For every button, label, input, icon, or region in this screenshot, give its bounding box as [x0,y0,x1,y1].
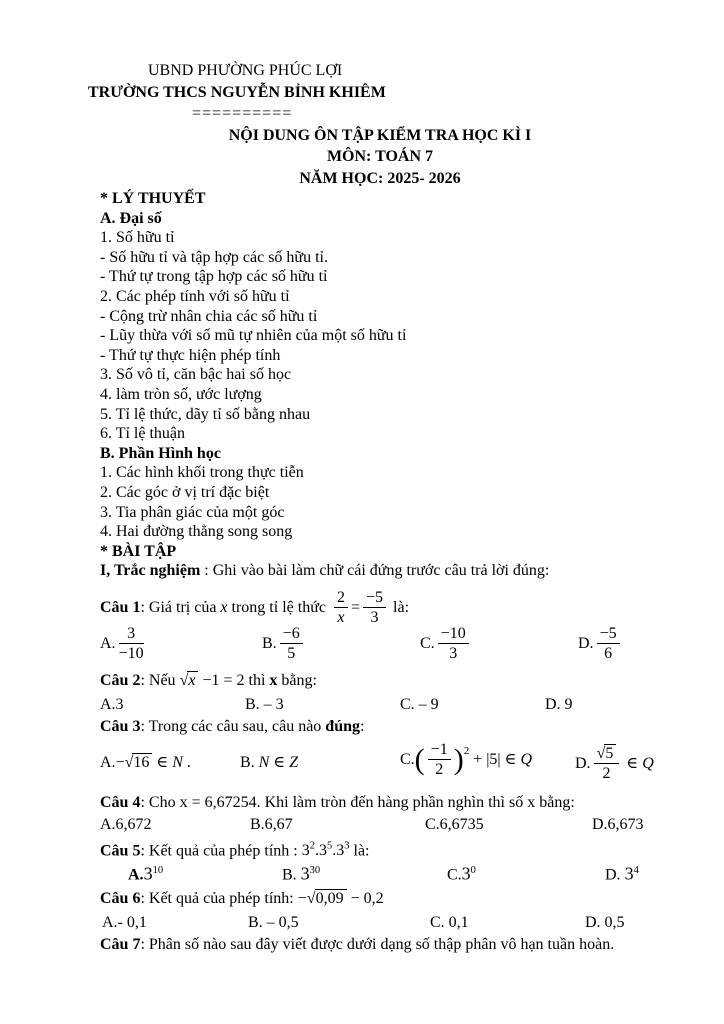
school-name: TRƯỜNG THCS NGUYỄN BỈNH KHIÊM [88,83,386,101]
theory-item: 6. Tỉ lệ thuận [100,425,186,443]
option-b: B.6,67 [250,815,293,833]
question-label: Câu 1 [100,598,141,616]
theory-item: 1. Các hình khối trong thực tiễn [100,464,304,482]
fraction: $\frac{-6}{5}$ [280,625,303,663]
fraction: $\frac{√5}{2}$ [594,745,620,783]
option-c: C.( $\frac{-1}{2}$ )$^2$ + |5| ∈ Q [400,740,533,779]
theory-item: 3. Tia phân giác của một góc [100,503,285,521]
option-d: D. $3^4$ [605,863,639,884]
question-text: : Cho x = 6,67254. Khi làm tròn đến hàng phần nghìn thì số x bằng: [140,793,575,811]
question-2-options [100,695,720,717]
sqrt-symbol: √x [180,671,199,689]
option-c: C. $\frac{-10}{3}$ [420,625,472,663]
option-a: A.- 0,1 [102,913,147,931]
title-block [100,125,660,190]
exponent: 30 [309,864,321,876]
question-text: −1 = 2 thì [198,671,270,689]
question-text: là: [349,842,370,860]
question-1-options [100,625,720,671]
theory-heading: * LÝ THUYẾT [100,190,206,207]
option-a: A.6,672 [100,815,152,833]
option-a: $A.3^{10}$ [128,863,164,884]
sqrt-symbol: √0,09 [307,889,347,907]
option-a: A. $\frac{3}{-10}$ [100,624,144,663]
question-text: : Nếu [140,671,180,689]
option-b: B. – 3 [245,695,284,713]
option-d: D. $\frac{√5}{2}$ ∈ Q [575,744,654,783]
fraction: $\frac{2}{x}$ [334,589,348,627]
fraction: $\frac{-10}{3}$ [438,625,469,663]
question-text: − 0,2 [346,889,384,907]
question-5-options [100,861,720,889]
doc-subject: MÔN: TOÁN 7 [326,148,434,165]
theory-item: 3. Số vô tỉ, căn bậc hai số học [100,366,292,384]
question-5 [100,837,720,861]
option-c: C. – 9 [400,695,439,713]
theory-item: - Số hữu tỉ và tập hợp các số hữu tỉ. [100,248,328,266]
document-header [88,60,720,189]
question-label: Câu 7 [100,935,141,953]
theory-item: - Thứ tự trong tập hợp các số hữu tỉ [100,268,328,286]
question-text: : Phân số nào sau đây viết được dưới dạng số thập phân vô hạn tuần hoàn. [140,935,615,953]
mc-instruction: : Ghi vào bài làm chữ cái đứng trước câu trả lời đúng: [200,562,550,580]
fraction: $\frac{-1}{2}$ [428,741,451,779]
question-2 [100,671,720,695]
question-text: : Giá trị của [140,598,221,616]
option-d: D. 9 [545,695,573,713]
question-text: : Kết quả của phép tính: [140,889,298,907]
exponent: 10 [152,864,164,876]
question-4-options [100,815,720,837]
mc-label: I, Trắc nghiệm [100,562,201,580]
question-1 [100,581,720,625]
exponent: 4 [633,864,639,876]
fraction: $\frac{-5}{3}$ [363,589,386,627]
option-c: $C.3^0$ [447,863,476,884]
close-paren: ) [453,742,464,776]
algebra-heading: A. Đại số [100,209,162,227]
exponent: 0 [470,864,476,876]
question-label: Câu 5 [100,842,141,860]
question-7 [100,935,720,957]
option-b: B. N ∈ Z [240,753,299,771]
question-label: Câu 3 [100,717,141,735]
option-d: D. 0,5 [585,913,625,931]
doc-title: NỘI DUNG ÔN TẬP KIỂM TRA HỌC KÌ I [228,126,532,144]
question-3 [100,717,720,739]
variable-x: x [220,598,228,616]
question-label: Câu 4 [100,793,141,811]
equals-sign: = [350,598,360,616]
question-6-options [100,913,720,935]
question-label: Câu 6 [100,889,141,907]
theory-item: 2. Các phép tính với số hữu tỉ [100,287,290,305]
open-paren: ( [414,742,425,776]
fraction: $\frac{3}{-10}$ [118,624,144,663]
fraction: $\frac{-5}{6}$ [597,625,620,663]
option-a: A.3 [100,695,124,713]
question-4 [100,793,720,815]
mc-section-heading [100,561,720,581]
question-text: là: [389,598,410,616]
theory-section [100,189,720,542]
theory-item: - Lũy thừa với số mũ tự nhiên của một số hữu tỉ [100,327,407,345]
geometry-heading: B. Phần Hình học [100,444,221,462]
exponent: 2 [309,840,315,852]
question-3-options [100,739,720,793]
variable-x: x [269,671,278,689]
minus-sign: − [297,889,307,907]
question-text: : Trong các câu sau, câu nào [140,717,326,735]
option-c: C.6,6735 [425,815,484,833]
theory-item: - Thứ tự thực hiện phép tính [100,346,281,364]
exponent: 3 [344,840,350,852]
theory-item: 2. Các góc ở vị trí đặc biệt [100,483,270,501]
option-d: D. $\frac{-5}{6}$ [578,625,623,663]
theory-item: 4. Hai đường thẳng song song [100,523,293,541]
exponent: 5 [327,840,333,852]
theory-item: 1. Số hữu tỉ [100,229,175,247]
option-d: D.6,673 [592,815,644,833]
emphasis: đúng [325,717,360,735]
doc-year: NĂM HỌC: 2025- 2026 [299,169,461,187]
option-c: C. 0,1 [430,913,469,931]
question-text: : [360,717,365,735]
header-divider: ========== [192,105,293,122]
question-text: trong tỉ lệ thức [227,598,326,616]
exercises-heading: * BÀI TẬP [100,542,177,560]
power-expression: $3^2.3^5.3^3$ [301,840,350,860]
question-label: Câu 2 [100,671,141,689]
option-b: B. – 0,5 [248,913,299,931]
question-text: : Kết quả của phép tính : [140,842,302,860]
option-b: B. $3^{30}$ [282,863,321,884]
question-text: bằng: [277,671,317,689]
theory-item: 5. Tỉ lệ thức, dãy tỉ số bằng nhau [100,405,311,423]
sqrt-symbol: √16 [125,753,153,771]
org-name: UBND PHƯỜNG PHÚC LỢI [148,62,343,79]
exponent: 2 [463,744,470,757]
option-b: B. $\frac{-6}{5}$ [262,625,306,663]
option-a: A.−√16 ∈ N . [100,753,191,771]
theory-item: - Cộng trừ nhân chia các số hữu tỉ [100,307,318,325]
question-6 [100,889,720,913]
theory-item: 4. làm tròn số, ước lượng [100,385,262,403]
